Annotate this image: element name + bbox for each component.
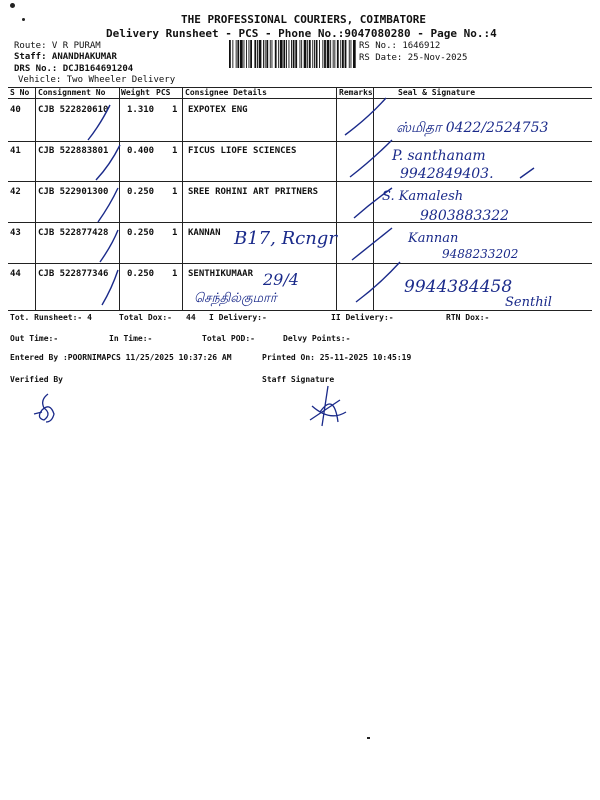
table-header-rule <box>8 98 592 99</box>
total-pod: Total POD:- <box>202 334 255 343</box>
row-pcs: 1 <box>172 228 178 238</box>
col-divider <box>182 87 183 310</box>
i-delivery: I Delivery:- <box>209 313 267 322</box>
barcode-bar <box>263 40 264 68</box>
barcode-bar <box>300 40 301 68</box>
row-sno: 41 <box>10 146 21 156</box>
total-dox-label: Total Dox:- <box>119 313 172 322</box>
barcode-bar <box>272 40 273 68</box>
barcode-bar <box>265 40 266 68</box>
barcode <box>228 40 356 68</box>
runsheet-subtitle: Delivery Runsheet - PCS - Phone No.:9047080280 - Page No.:4 <box>106 27 497 40</box>
barcode-bar <box>257 40 258 68</box>
row-sno: 43 <box>10 228 21 238</box>
entered-by: Entered By :POORNIMAPCS 11/25/2025 10:37:26 AM <box>10 353 232 362</box>
row-pcs: 1 <box>172 269 178 279</box>
col-divider <box>35 87 36 310</box>
row-consignment: CJB 522877346 <box>38 269 109 279</box>
table-bottom-rule <box>8 310 592 311</box>
barcode-bar <box>244 40 245 68</box>
hw-row42-name: S. Kamalesh <box>382 189 464 204</box>
route: Route: V R PURAM <box>14 41 101 51</box>
barcode-bar <box>295 40 297 68</box>
remark-stroke <box>350 140 392 177</box>
row-weight: 0.400 <box>127 146 155 156</box>
barcode-bar <box>330 40 331 68</box>
hw-row42-phone: 9803883322 <box>420 208 510 224</box>
col-header-pcs: PCS <box>156 88 171 97</box>
row-weight: 0.250 <box>127 187 155 197</box>
barcode-bar <box>237 40 239 68</box>
barcode-bar <box>337 40 339 68</box>
row-sno: 42 <box>10 187 21 197</box>
remark-stroke <box>345 98 386 135</box>
verified-by-signature <box>30 388 90 428</box>
barcode-bar <box>345 40 347 68</box>
hw-row44-tamil-name: செந்தில்குமார் <box>194 291 277 306</box>
staff-signature-mark <box>300 382 360 432</box>
row-pcs: 1 <box>172 146 178 156</box>
col-header-weight: Weight <box>121 88 150 97</box>
barcode-bar <box>232 40 233 68</box>
col-header-sno: S No <box>10 88 30 97</box>
barcode-bar <box>304 40 307 68</box>
in-time: In Time:- <box>109 334 153 343</box>
barcode-bar <box>289 40 290 68</box>
col-divider <box>336 87 337 310</box>
staff-signature: Staff Signature <box>262 375 335 384</box>
row-consignee: FICUS LIOFE SCIENCES <box>188 146 297 156</box>
row-consignment: CJB 522901300 <box>38 187 109 197</box>
corner-mark <box>10 3 15 8</box>
row-weight: 0.250 <box>127 228 155 238</box>
row-sno: 40 <box>10 105 21 115</box>
barcode-bar <box>319 40 320 68</box>
barcode-bar <box>340 40 341 68</box>
row-rule <box>8 263 592 264</box>
hw-row44-signature: Senthil <box>505 295 552 310</box>
hw-row44-address: 29/4 <box>263 270 299 289</box>
staff: Staff: ANANDHAKUMAR <box>14 52 117 62</box>
barcode-bar <box>327 40 330 68</box>
corner-mark <box>367 737 370 739</box>
barcode-bar <box>333 40 334 68</box>
barcode-bar <box>291 40 292 68</box>
total-dox-value: 44 <box>186 313 196 322</box>
barcode-bar <box>307 40 308 68</box>
col-header-consignment: Consignment No <box>38 88 106 97</box>
barcode-bar <box>229 40 231 68</box>
row-sno: 44 <box>10 269 21 279</box>
barcode-bar <box>275 40 277 68</box>
delvy-points: Delvy Points:- <box>283 334 351 343</box>
row-weight: 1.310 <box>127 105 155 115</box>
barcode-bar <box>278 40 279 68</box>
barcode-bar <box>266 40 268 68</box>
barcode-bar <box>322 40 323 68</box>
tot-runsheet: Tot. Runsheet:- 4 <box>10 313 92 322</box>
hw-row40-signature: ஸ்மிதா 0422/2524753 <box>396 120 549 136</box>
row-consignment: CJB 522883801 <box>38 146 109 156</box>
col-header-consignee: Consignee Details <box>185 88 267 97</box>
hw-row43-address: B17, Rcngr <box>234 228 337 249</box>
barcode-bar <box>240 40 243 68</box>
vehicle: Vehicle: Two Wheeler Delivery <box>18 75 176 85</box>
barcode-bar <box>314 40 315 68</box>
col-divider <box>373 87 374 310</box>
hw-row41-name: P. santhanam <box>392 148 486 164</box>
hw-row41-phone: 9942849403. <box>400 166 494 182</box>
drs-number: DRS No.: DCJB164691204 <box>14 64 134 74</box>
barcode-bar <box>259 40 262 68</box>
hw-row44-phone: 9944384458 <box>404 277 513 297</box>
row-rule <box>8 141 592 142</box>
row-pcs: 1 <box>172 105 178 115</box>
row-consignee: EXPOTEX ENG <box>188 105 248 115</box>
hw-row43-name: Kannan <box>408 231 459 246</box>
barcode-bar <box>312 40 313 68</box>
barcode-bar <box>293 40 295 68</box>
barcode-bar <box>349 40 350 68</box>
row-rule <box>8 222 592 223</box>
barcode-bar <box>280 40 283 68</box>
col-divider <box>119 87 120 310</box>
rs-date: RS Date: 25-Nov-2025 <box>359 53 468 63</box>
corner-mark <box>22 18 25 21</box>
rtn-dox: RTN Dox:- <box>446 313 490 322</box>
row-consignee: KANNAN <box>188 228 221 238</box>
col-header-remarks: Remarks <box>339 88 373 97</box>
barcode-bar <box>254 40 256 68</box>
barcode-bar <box>270 40 271 68</box>
barcode-bar <box>250 40 252 68</box>
row-consignee: SREE ROHINI ART PRITNERS <box>188 187 319 197</box>
barcode-bar <box>309 40 311 68</box>
row-consignee: SENTHIKUMAAR <box>188 269 254 279</box>
barcode-bar <box>236 40 237 68</box>
barcode-bar <box>249 40 250 68</box>
barcode-bar <box>353 40 356 68</box>
verified-by: Verified By <box>10 375 63 384</box>
col-header-seal: Seal & Signature <box>398 88 476 97</box>
out-time: Out Time:- <box>10 334 59 343</box>
barcode-bar <box>283 40 285 68</box>
remark-stroke <box>352 228 392 260</box>
row-pcs: 1 <box>172 187 178 197</box>
barcode-bar <box>301 40 302 68</box>
row-weight: 0.250 <box>127 269 155 279</box>
barcode-bar <box>286 40 287 68</box>
row-consignment: CJB 522877428 <box>38 228 109 238</box>
barcode-bar <box>316 40 318 68</box>
rs-number: RS No.: 1646912 <box>359 41 441 51</box>
row-rule <box>8 181 592 182</box>
printed-on: Printed On: 25-11-2025 10:45:19 <box>262 353 412 362</box>
barcode-bar <box>324 40 326 68</box>
barcode-bar <box>334 40 335 68</box>
row-consignment: CJB 522820610 <box>38 105 109 115</box>
barcode-bar <box>246 40 247 68</box>
remark-stroke <box>356 262 400 302</box>
ii-delivery: II Delivery:- <box>331 313 394 322</box>
barcode-bar <box>351 40 352 68</box>
remark-stroke <box>520 168 534 178</box>
hw-row43-phone: 9488233202 <box>442 247 519 261</box>
company-title: THE PROFESSIONAL COURIERS, COIMBATORE <box>181 13 427 26</box>
barcode-bar <box>342 40 344 68</box>
